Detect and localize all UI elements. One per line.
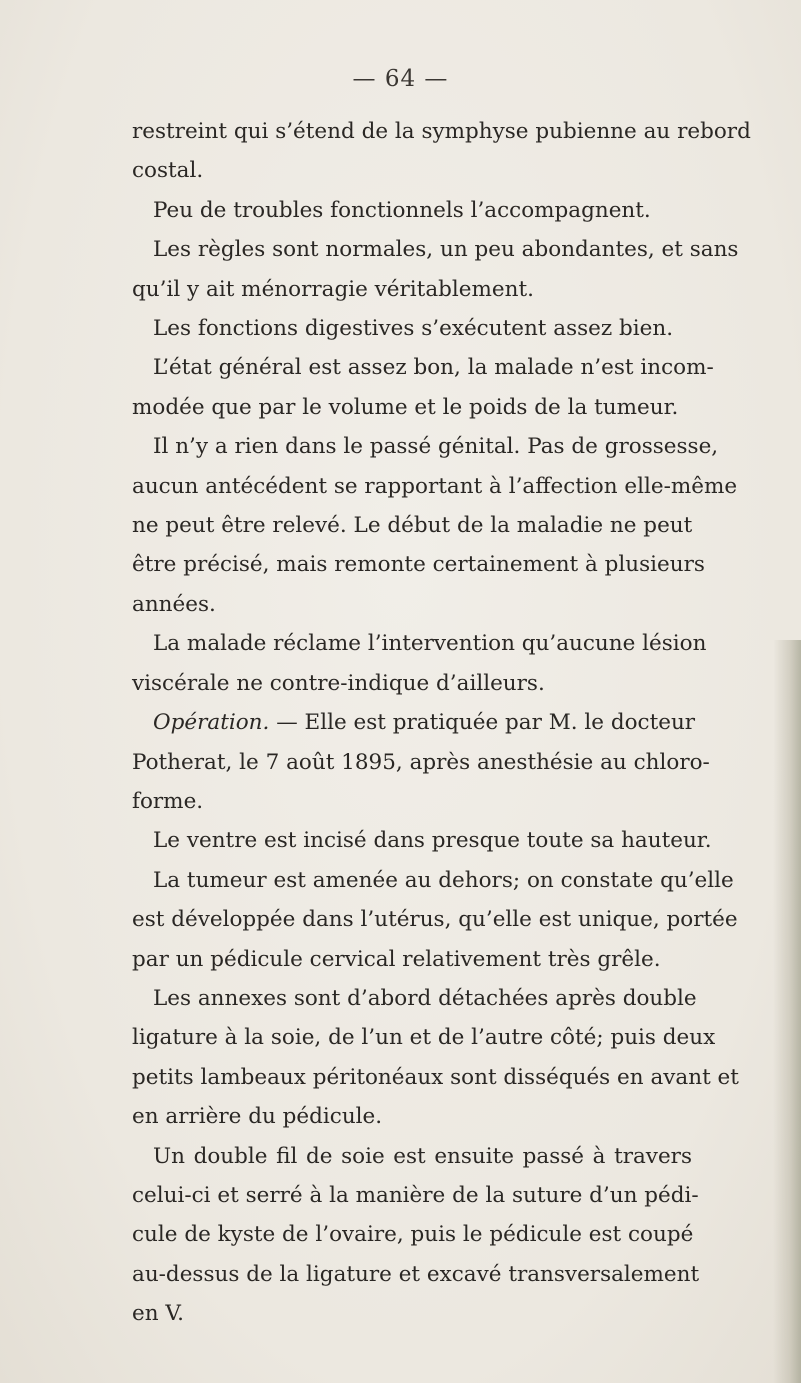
- text-line: ligature à la soie, de l’un et de l’autre côté; puis deux: [132, 1025, 716, 1051]
- text-line: modée que par le volume et le poids de la tumeur.: [132, 394, 679, 420]
- text-line: Peu de troubles fonctionnels l’accompagnent.: [153, 197, 651, 223]
- text-line: L’état général est assez bon, la malade n’est incom-: [153, 355, 714, 381]
- text-line: Les règles sont normales, un peu abondantes, et sans: [153, 237, 739, 263]
- text-line: Les fonctions digestives s’exécutent assez bien.: [153, 316, 674, 342]
- section-heading: Opération.: [153, 710, 270, 736]
- text-line: aucun antécédent se rapportant à l’affection elle-même: [132, 473, 738, 499]
- page-edge-stain: [773, 640, 801, 1383]
- text-line: Les annexes sont d’abord détachées après double: [153, 985, 697, 1011]
- text-line: La tumeur est amenée au dehors; on constate qu’elle: [153, 867, 734, 893]
- text-line: en V.: [132, 1301, 185, 1327]
- text-line: est développée dans l’utérus, qu’elle est unique, portée: [132, 907, 738, 933]
- text-line: petits lambeaux péritonéaux sont disséqués en avant et: [132, 1064, 739, 1090]
- text-line: Le ventre est incisé dans presque toute sa hauteur.: [153, 828, 712, 854]
- text-line: [132, 703, 696, 742]
- text-line: Potherat, le 7 août 1895, après anesthésie au chloro-: [132, 749, 710, 775]
- text-line: restreint qui s’étend de la symphyse pubienne au rebord: [132, 119, 751, 144]
- text-line: costal.: [132, 158, 204, 184]
- text-line: viscérale ne contre-indique d’ailleurs.: [132, 670, 545, 696]
- text-line-content: — Elle est pratiquée par M. le docteur: [269, 710, 696, 736]
- page-number: — 64 —: [352, 66, 449, 92]
- text-line: Il n’y a rien dans le passé génital. Pas de grossesse,: [153, 434, 719, 460]
- text-line: La malade réclame l’intervention qu’aucune lésion: [153, 631, 707, 657]
- text-line: Un double fil de soie est ensuite passé à travers: [153, 1143, 692, 1169]
- text-line: forme.: [132, 788, 204, 814]
- text-line: en arrière du pédicule.: [132, 1104, 383, 1130]
- text-line: années.: [132, 591, 216, 617]
- body-text: [132, 112, 751, 1334]
- text-line: cule de kyste de l’ovaire, puis le pédicule est coupé: [132, 1222, 694, 1248]
- text-line: être précisé, mais remonte certainement à plusieurs: [132, 552, 705, 578]
- text-line: celui-ci et serré à la manière de la suture d’un pédi-: [132, 1182, 699, 1208]
- text-line: qu’il y ait ménorragie véritablement.: [132, 276, 534, 302]
- text-line: ne peut être relevé. Le début de la maladie ne peut: [132, 513, 693, 539]
- text-line: par un pédicule cervical relativement très grêle.: [132, 946, 661, 972]
- text-line: au-dessus de la ligature et excavé transversalement: [132, 1261, 700, 1287]
